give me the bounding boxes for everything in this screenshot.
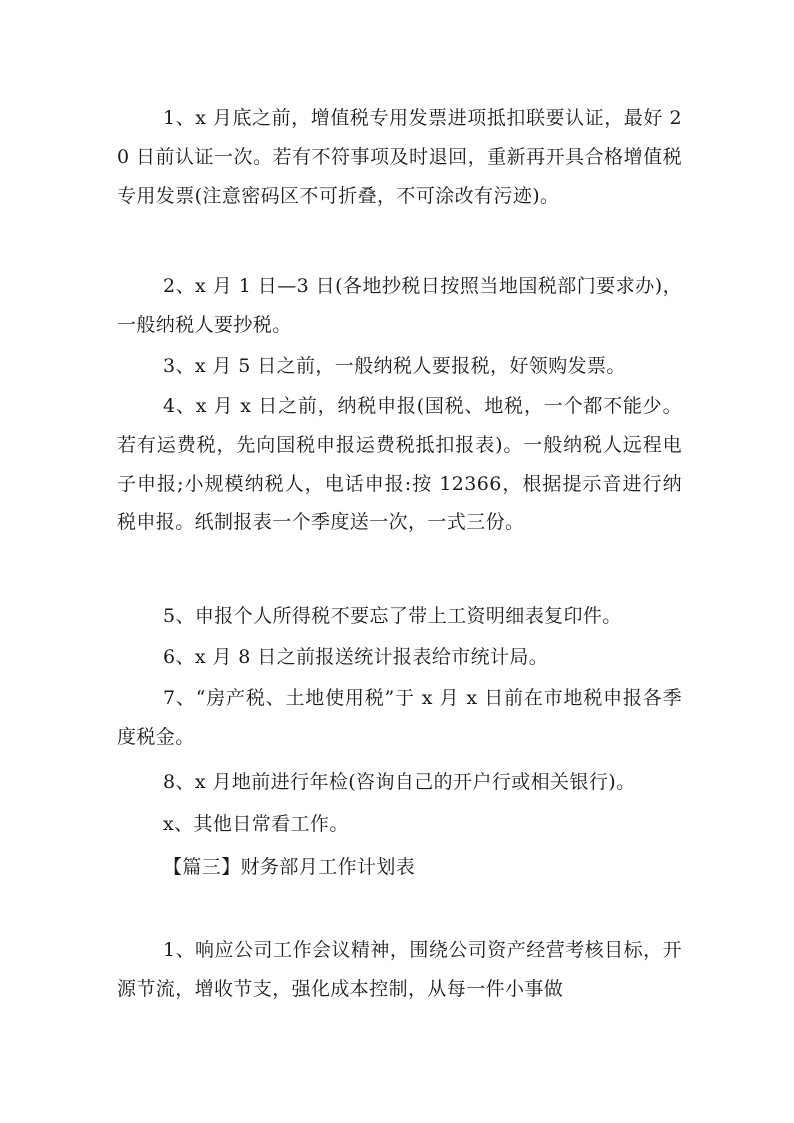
paragraph-9: x、其他日常看工作。	[163, 813, 349, 835]
paragraph-7: 7、“房产税、土地使用税”于 x 月 x 日前在市地税申报各季度税金。	[117, 687, 682, 748]
paragraph-5: 5、申报个人所得税不要忘了带上工资明细表复印件。	[163, 605, 622, 627]
paragraph-6: 6、x 月 8 日之前报送统计报表给市统计局。	[163, 646, 549, 668]
paragraph-8: 8、x 月地前进行年检(咨询自己的开户行或相关银行)。	[163, 771, 636, 793]
paragraph-4: 4、x 月 x 日之前，纳税申报(国税、地税，一个都不能少。若有运费税，先向国税申报运费税抵扣报表)。一般纳税人远程电子申报;小规模纳税人，电话申报:按 12366，根据提示音进行纳税申报。纸制报表一个季度送一次，一式三份。	[117, 395, 682, 534]
section-heading: 【篇三】财务部月工作计划表	[163, 856, 416, 878]
paragraph-3: 3、x 月 5 日之前，一般纳税人要报税，好领购发票。	[163, 355, 626, 377]
section-paragraph-1: 1、响应公司工作会议精神，围绕公司资产经营考核目标，开源节流，增收节支，强化成本控制，从每一件小事做	[117, 939, 682, 1000]
paragraph-2: 2、x 月 1 日—3 日(各地抄税日按照当地国税部门要求办)，一般纳税人要抄税。	[117, 275, 682, 336]
paragraph-1: 1、x 月底之前，增值税专用发票进项抵扣联要认证，最好 20 日前认证一次。若有不符事项及时退回，重新再开具合格增值税专用发票(注意密码区不可折叠，不可涂改有污迹)。	[117, 107, 682, 207]
